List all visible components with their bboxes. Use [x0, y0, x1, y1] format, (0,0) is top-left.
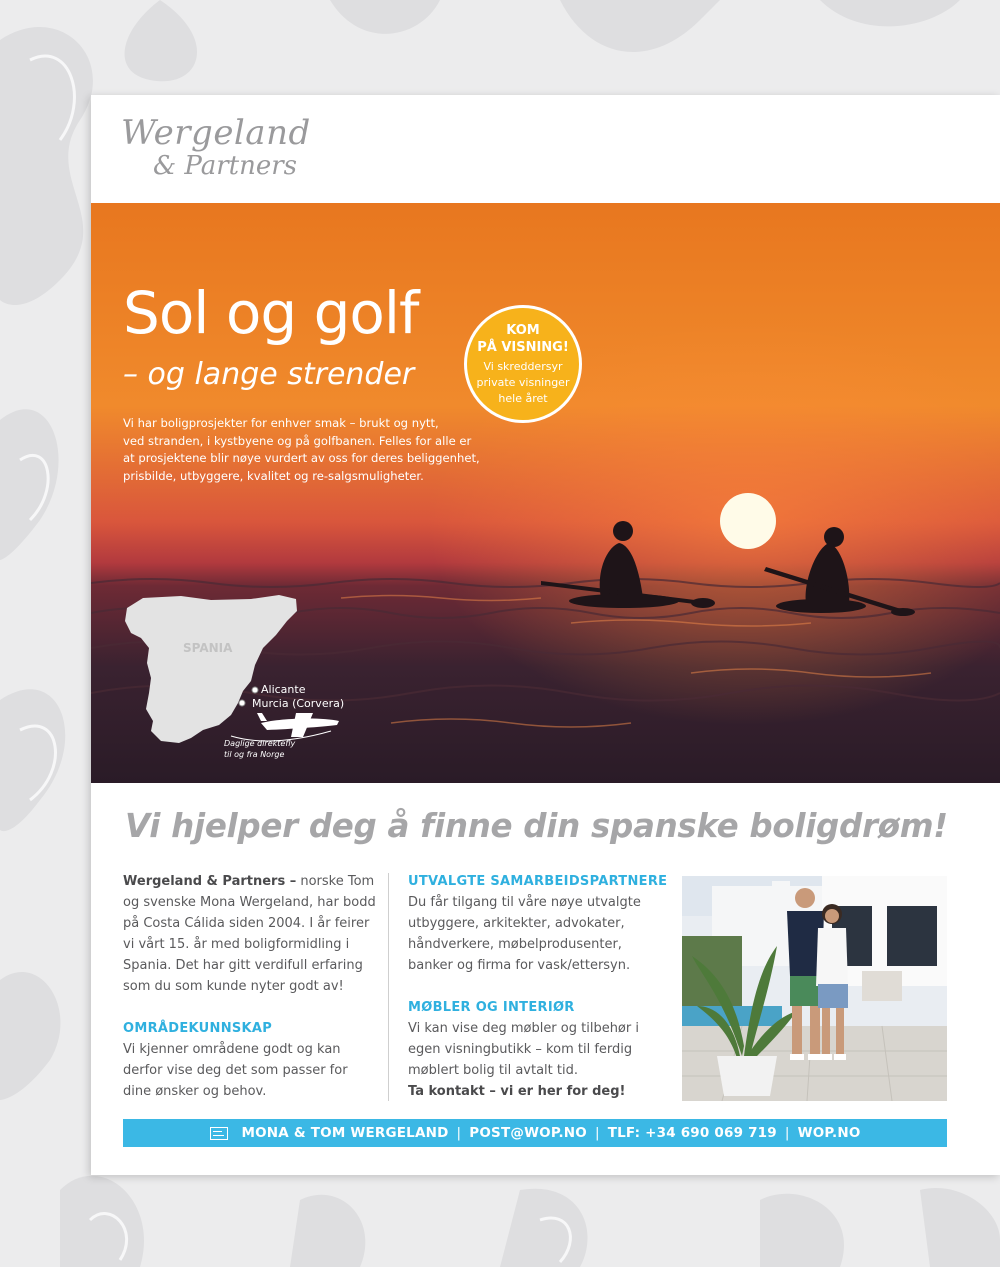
flight-note-line: til og fra Norge: [224, 750, 285, 759]
contact-separator: |: [784, 1125, 790, 1141]
services-column: [408, 871, 668, 1102]
area-knowledge-line: Vi kjenner områdene godt og kan: [123, 1042, 341, 1057]
partners-line: banker og firma for vask/ettersyn.: [408, 958, 631, 973]
area-knowledge-line: derfor vise deg det som passer for: [123, 1063, 348, 1078]
furniture-heading: MØBLER OG INTERIØR: [408, 1000, 575, 1015]
hero-subtitle: – og lange strender: [123, 357, 415, 392]
logo-text-line1: Wergeland: [121, 113, 311, 153]
contact-card-icon: [210, 1127, 228, 1140]
partners-line: håndverkere, møbelprodusenter,: [408, 937, 622, 952]
badge-text: [477, 359, 570, 407]
area-knowledge-line: dine ønsker og behov.: [123, 1084, 267, 1099]
hero-description-line: ved stranden, i kystbyene og på golfbanen. Felles for alle er: [123, 433, 472, 448]
company-name: Wergeland & Partners –: [123, 874, 297, 889]
badge-text-line: private visninger: [476, 375, 570, 389]
intro-line: [123, 871, 373, 892]
hero-description: [123, 415, 495, 485]
hero-title: Sol og golf: [123, 279, 419, 347]
intro-line: Spania. Det har gitt verdifull erfaring: [123, 958, 363, 973]
contact-name: MONA & TOM WERGELAND: [241, 1125, 449, 1141]
sun: [720, 493, 776, 549]
spacer: [123, 997, 373, 1018]
hero-description-line: prisbilde, utbyggere, kvalitet og re-salgsmuligheter.: [123, 468, 424, 483]
intro-line: og svenske Mona Wergeland, har bodd: [123, 895, 376, 910]
column-divider: [388, 873, 389, 1101]
spacer: [408, 976, 668, 997]
map-city-murcia: Murcia (Corvera): [252, 697, 345, 710]
contact-separator: |: [456, 1125, 462, 1141]
viewing-badge: [464, 305, 582, 423]
flight-note-line: Daglige direktefly: [224, 739, 296, 748]
badge-text-line: hele året: [498, 391, 548, 405]
hero-description-line: at prosjektene blir nøye vurdert av oss for deres beliggenhet,: [123, 451, 480, 465]
logo-text-line2: & Partners: [153, 151, 298, 181]
intro-line: på Costa Cálida siden 2004. I år feirer: [123, 916, 370, 931]
furniture-line: Vi kan vise deg møbler og tilbehør i: [408, 1021, 639, 1036]
badge-title-line: PÅ VISNING!: [477, 339, 569, 355]
ad-page: [91, 95, 1000, 1175]
flight-note: [224, 738, 295, 760]
badge-text-line: Vi skreddersyr: [483, 359, 563, 373]
intro-line: vi vårt 15. år med boligformidling i: [123, 937, 350, 952]
intro-line-rest: norske Tom: [296, 874, 375, 889]
map-country-label: SPANIA: [183, 641, 233, 655]
area-knowledge-heading: OMRÅDEKUNNSKAP: [123, 1021, 273, 1036]
furniture-line: egen visningbutikk – kom til ferdig: [408, 1042, 633, 1057]
company-logo: [121, 113, 321, 183]
hero-banner: [91, 203, 1000, 783]
contact-bar: [123, 1119, 947, 1147]
contact-call-to-action: Ta kontakt – vi er her for deg!: [408, 1084, 626, 1099]
main-headline: Vi hjelper deg å finne din spanske boligdrøm!: [125, 807, 948, 845]
about-column: [123, 871, 376, 1102]
owners-photo: [682, 876, 947, 1101]
badge-title-line: KOM: [506, 322, 540, 338]
badge-title: [477, 322, 569, 356]
contact-website-link[interactable]: WOP.NO: [797, 1125, 861, 1141]
intro-line: som du som kunde nyter godt av!: [123, 979, 344, 994]
contact-separator: |: [594, 1125, 600, 1141]
contact-email-link[interactable]: POST@WOP.NO: [469, 1125, 587, 1141]
partners-heading: UTVALGTE SAMARBEIDSPARTNERE: [408, 874, 668, 889]
partners-line: Du får tilgang til våre nøye utvalgte: [408, 895, 641, 910]
map-city-alicante: Alicante: [261, 683, 306, 696]
furniture-line: møblert bolig til avtalt tid.: [408, 1063, 578, 1078]
partners-line: utbyggere, arkitekter, advokater,: [408, 916, 625, 931]
hero-description-line: Vi har boligprosjekter for enhver smak – brukt og nytt,: [123, 416, 439, 430]
contact-phone-link[interactable]: TLF: +34 690 069 719: [607, 1125, 777, 1141]
